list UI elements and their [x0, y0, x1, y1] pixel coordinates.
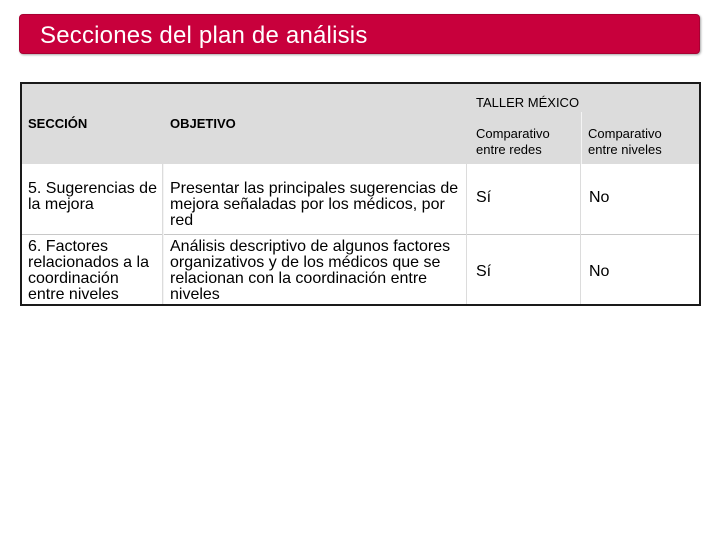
col-divider-2 — [466, 84, 467, 304]
col-divider-3b — [581, 112, 582, 164]
row-1-niveles: No — [589, 189, 610, 206]
row-1-seccion: 5. Sugerencias de la mejora — [28, 180, 157, 213]
row-2-objetivo: Análisis descriptivo de algunos factores organizativos y de los médicos que se relacionan con la coordinación entre niveles — [170, 238, 451, 303]
header-comparativo-niveles: Comparativo entre niveles — [588, 126, 662, 157]
col-divider-1b — [163, 164, 164, 304]
row-2-niveles: No — [589, 263, 610, 280]
header-seccion: SECCIÓN — [28, 116, 88, 131]
header-comparativo-redes: Comparativo entre redes — [476, 126, 550, 157]
header-taller-mexico: TALLER MÉXICO — [476, 95, 580, 110]
row-1-objetivo: Presentar las principales sugerencias de mejora señaladas por los médicos, por red — [170, 180, 459, 229]
row-2-redes: Sí — [476, 263, 492, 280]
row-2-seccion: 6. Factores relacionados a la coordinación entre niveles — [28, 238, 149, 303]
row-separator — [22, 234, 699, 235]
analysis-plan-table — [20, 82, 701, 306]
slide-title-bar — [19, 14, 700, 54]
slide-title: Secciones del plan de análisis — [40, 22, 368, 49]
group-header-divider — [468, 112, 699, 113]
header-objetivo: OBJETIVO — [170, 116, 236, 131]
row-1-redes: Sí — [476, 189, 492, 206]
